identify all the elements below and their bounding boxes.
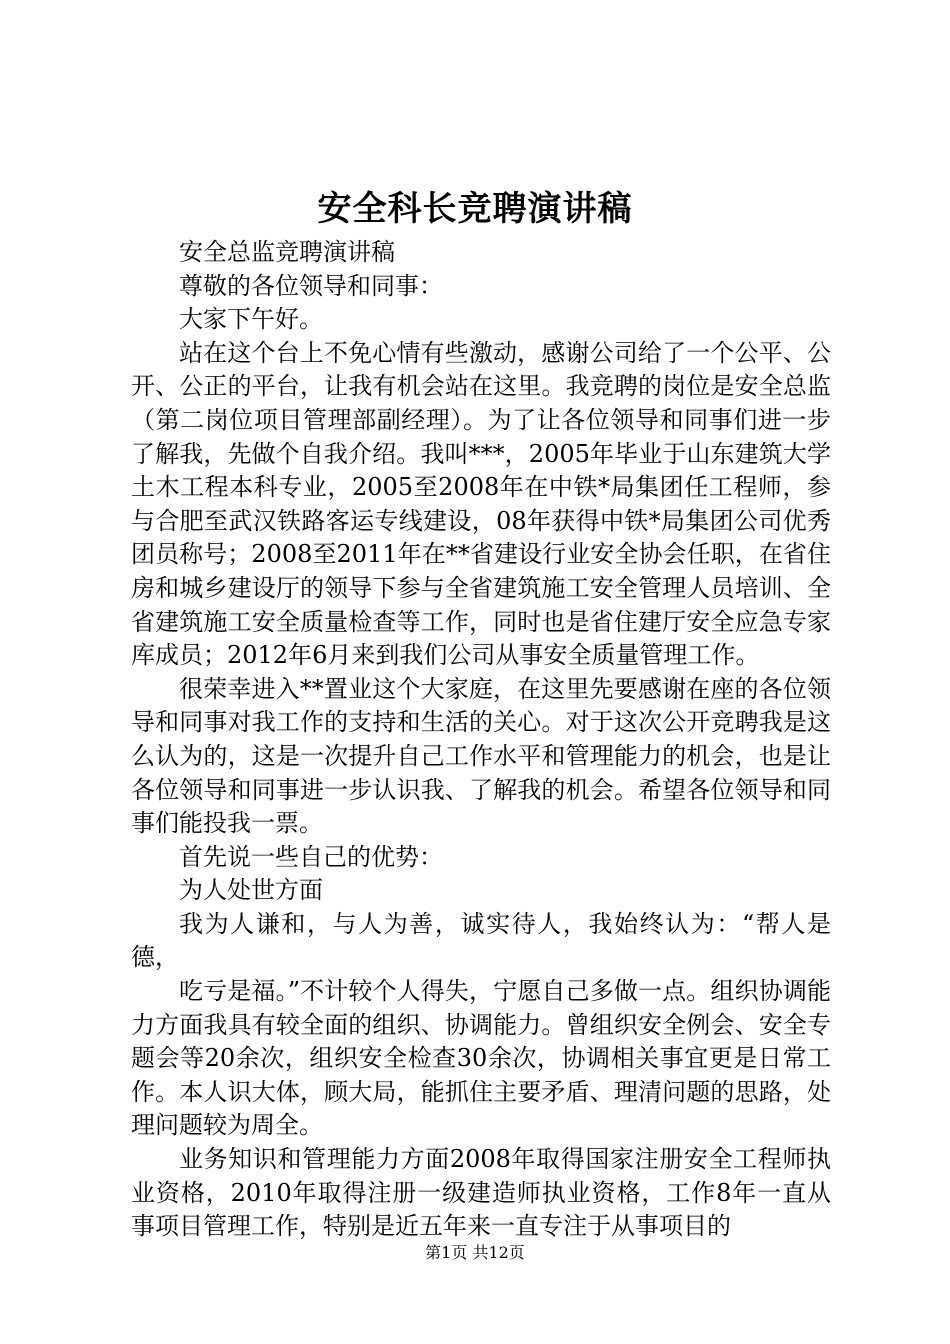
paragraph-thanks: 很荣幸进入**置业这个大家庭，在这里先要感谢在座的各位领导和同事对我工作的支持和生活的关心。对于这次公开竞聘我是这么认为的，这是一次提升自己工作水平和管理能力的机会，也是让各位领导和同事进一步认识我、了解我的机会。希望各位领导和同事们能投我一票。 xyxy=(131,674,831,838)
paragraph-conduct: 我为人谦和，与人为善，诚实待人，我始终认为：“帮人是德， xyxy=(131,909,831,972)
paragraph-salutation: 尊敬的各位领导和同事： xyxy=(179,271,443,300)
paragraph-subtitle: 安全总监竞聘演讲稿 xyxy=(179,238,395,266)
paragraph-coordination: 吃亏是福。”不计较个人得失，宁愿自己多做一点。组织协调能力方面我具有较全面的组织、协调能力。曾组织安全例会、安全专题会等20余次，组织安全检查30余次，协调相关事宜更是日常工作。本人识大体，顾大局，能抓住主要矛盾、理清问题的思路，处理问题较为周全。 xyxy=(131,977,831,1140)
paragraph-advantages-intro: 首先说一些自己的优势： xyxy=(179,842,443,871)
page-number-footer: 第1页 共12页 xyxy=(425,1243,525,1262)
document-body xyxy=(131,236,831,1244)
paragraph-section-conduct: 为人处世方面 xyxy=(179,876,323,905)
paragraph-self-introduction: 站在这个台上不免心情有些激动，感谢公司给了一个公平、公开、公正的平台，让我有机会站在这里。我竞聘的岗位是安全总监（第二岗位项目管理部副经理）。为了让各位领导和同事们进一步了解我，先做个自我介绍。我叫***，2005年毕业于山东建筑大学土木工程本科专业，2005至2008年在中铁*局集团任工程师，参与合肥至武汉铁路客运专线建设，08年获得中铁*局集团公司优秀团员称号；2008至2011年在**省建设行业安全协会任职，在省住房和城乡建设厅的领导下参与全省建筑施工安全管理人员培训、全省建筑施工安全质量检查等工作，同时也是省住建厅安全应急专家库成员；2012年6月来到我们公司从事安全质量管理工作。 xyxy=(131,338,831,670)
paragraph-greeting: 大家下午好。 xyxy=(179,305,323,334)
document-title: 安全科长竞聘演讲稿 xyxy=(317,189,633,229)
paragraph-expertise: 业务知识和管理能力方面2008年取得国家注册安全工程师执业资格，2010年取得注册一级建造师执业资格，工作8年一直从事项目管理工作，特别是近五年来一直专注于从事项目的 xyxy=(131,1145,831,1241)
